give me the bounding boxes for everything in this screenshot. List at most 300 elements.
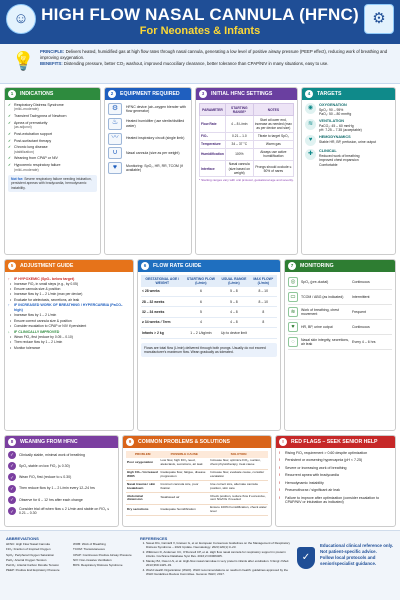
monitoring-title: MONITORING <box>300 262 334 269</box>
indications-list <box>8 103 97 172</box>
flow-guide-panel <box>137 259 281 431</box>
flow-cell: 8 – 10 <box>250 296 277 306</box>
monitoring-icon: ≋ <box>288 307 298 317</box>
flow-guide-title: FLOW RATE GUIDE <box>153 262 202 269</box>
arrow-icon: ↓ <box>8 329 10 334</box>
abbreviations-title: ABBREVIATIONS <box>6 536 39 541</box>
not-for-text: Severe respiratory failure needing intubation, persistent apneas with bradycardia, hemodynamic instability. <box>11 177 92 190</box>
check-icon: ✓ <box>8 507 16 515</box>
settings-col-header: PARAMETER <box>200 104 226 116</box>
settings-cell: Titrate to target SpO₂ <box>253 132 293 140</box>
equipment-item <box>108 103 188 115</box>
indication-item <box>8 156 97 160</box>
benefits-label: BENEFITS: <box>40 60 63 66</box>
settings-col-header: NOTES <box>253 104 293 116</box>
indication-sub: (stabilization) <box>14 149 34 154</box>
indication-item <box>8 139 97 143</box>
red-flag-text: Pneumothorax / significant air leak <box>285 488 340 493</box>
alert-icon: ! <box>279 451 281 455</box>
abbreviation: NIV: Non-invasive Ventilation <box>73 557 112 562</box>
settings-cell: Flow Rate <box>200 116 226 132</box>
target-line: PaCO₂: 45 – 60 mmHg <box>319 123 354 128</box>
problems-row <box>126 481 268 493</box>
target-icon: ♥ <box>305 135 316 146</box>
settings-col-header: STARTING RANGE* <box>225 104 253 116</box>
red-flag-text: Failure to improve after optimization (consider escalation to CPAP/NIV or intubation as indicated) <box>285 495 380 505</box>
problems-title: COMMON PROBLEMS & SOLUTIONS <box>138 438 230 445</box>
monitoring-row <box>288 335 392 350</box>
adjustment-title: ADJUSTMENT GUIDE <box>20 262 74 269</box>
section-number: 1 <box>8 90 16 98</box>
section-number: 7 <box>288 262 296 270</box>
alert-icon: ! <box>279 458 281 463</box>
alert-icon: ! <box>279 465 281 470</box>
adjustment-panel <box>4 259 134 431</box>
equipment-icon: ♥ <box>108 162 122 174</box>
settings-table <box>199 103 294 177</box>
settings-row <box>200 116 294 132</box>
flow-cell <box>250 328 277 338</box>
problems-cell: Use correct size, alternate cannula position, skin care <box>209 481 268 493</box>
red-flags-title: RED FLAGS – SEEK SENIOR HELP <box>291 438 378 445</box>
flow-col-header: USUAL RANGE (L/min) <box>218 275 249 287</box>
weaning-text: Clinically stable, minimal work of breathing <box>19 452 85 457</box>
abbreviation: HFNC: High Flow Nasal Cannula <box>6 542 50 546</box>
problems-row <box>126 493 268 505</box>
equipment-text: Heated humidifier (use sterile/distilled water) <box>126 119 185 128</box>
flow-cell: 8 <box>250 307 277 317</box>
disclaimer-line: Follow local protocols and <box>320 554 376 560</box>
problems-cell: Ensure 100% humidification, check water level <box>209 504 268 516</box>
settings-row <box>200 160 294 176</box>
adjustment-bullet: • Increase flow by 1 – 2 L/min (max per device) <box>8 292 130 296</box>
settings-cell: 34 – 37 °C <box>225 140 253 148</box>
section-number: 5 <box>8 262 16 270</box>
header-banner <box>0 0 400 44</box>
indication-item <box>8 103 97 112</box>
weaning-text: Then reduce flow by 1 – 2 L/min every 12–24 hrs <box>19 486 95 491</box>
flow-cell: 4 <box>183 317 218 327</box>
weaning-header <box>5 436 118 448</box>
flow-row <box>141 328 277 338</box>
settings-row <box>200 148 294 160</box>
flow-cell: 1 – 2 L/kg/min <box>183 328 218 338</box>
references <box>140 536 290 578</box>
monitoring-panel <box>284 259 396 431</box>
red-flags-header <box>276 436 395 448</box>
flow-cell: 4 – 8 <box>218 317 249 327</box>
problems-cell: Incorrect cannula size, poor fixation <box>159 481 209 493</box>
flow-cell: 6 <box>183 287 218 297</box>
check-icon: ✓ <box>8 451 16 459</box>
red-flags-panel <box>275 435 396 527</box>
problems-row <box>126 458 268 469</box>
flow-guide-header <box>138 260 280 272</box>
problems-col-header: SOLUTION <box>209 451 268 458</box>
monitoring-row <box>288 275 392 290</box>
adjustment-bullet: • Evaluate for atelectasis, secretions, air leak <box>8 298 130 302</box>
red-flag-item <box>279 451 392 455</box>
abbreviation: WOB: Work of Breathing <box>73 542 106 546</box>
adjustment-bullet: • Increase flow by 1 – 2 L/min <box>8 313 130 317</box>
abbreviations-grid <box>6 543 136 573</box>
indication-label: Post-surfactant therapy <box>14 138 52 143</box>
section-number: 3 <box>199 90 207 98</box>
monitoring-frequency: Frequent <box>352 309 367 314</box>
target-heading: VENTILATION <box>319 119 345 124</box>
references-list <box>140 542 290 577</box>
targets-title: TARGETS <box>317 90 342 97</box>
flow-cell: 8 – 10 <box>250 287 277 297</box>
target-line: SpO₂: 90 – 95% <box>319 107 344 112</box>
problems-cell: Abdominal distension <box>126 493 159 505</box>
red-flag-text: Persistent or worsening hypercapnia (pH < 7.25) <box>285 458 363 463</box>
settings-cell: Nasal cannula (size based on weight) <box>225 160 253 176</box>
problems-cell: Inadequate humidification <box>159 504 209 516</box>
settings-footnote: * Starting ranges vary with unit protocol, gestational age and severity. <box>199 178 294 183</box>
references-title: REFERENCES <box>140 536 168 541</box>
flow-cell: 5 – 8 <box>218 296 249 306</box>
weaning-panel <box>4 435 119 527</box>
flow-guide-table <box>141 275 277 339</box>
problems-row <box>126 469 268 481</box>
weaning-text: Consider trial off when flow ≤ 2 L/min and stable on FiO₂ ≤ 0.21 – 0.30 <box>19 506 110 516</box>
abbreviation: SpO₂: Peripheral Oxygen Saturation <box>6 552 55 557</box>
problems-cell: High CO₂ / increased WOB <box>126 469 159 481</box>
targets-header <box>302 88 395 100</box>
settings-cell: Humidification <box>200 148 226 160</box>
monitoring-frequency: Every 4 – 6 hrs <box>352 339 376 344</box>
flow-col-header: MAX FLOW* (L/min) <box>250 275 277 287</box>
footer <box>0 530 400 600</box>
problems-cell: Check position, reduce flow if excessive, vent NG/OG if needed <box>209 493 268 505</box>
monitoring-frequency: Intermittent <box>352 294 370 299</box>
indication-item <box>8 163 97 172</box>
monitoring-label: HR, BP, urine output <box>301 324 333 329</box>
settings-cell: Start at lower end, increase as needed (max as per device and size) <box>253 116 293 132</box>
problems-panel <box>122 435 272 527</box>
target-line: pH: 7.25 – 7.35 (acceptable) <box>319 128 362 133</box>
alert-icon: ! <box>279 488 281 493</box>
page-title: HIGH FLOW NASAL CANNULA (HFNC) <box>41 5 359 24</box>
adjustment-bullet: • Wean FiO₂ first (reduce by 0.05 – 0.10) <box>8 335 130 339</box>
red-flag-item <box>279 458 392 462</box>
reference-item: 3. Manley BJ, Owen LS, et al. High-flow nasal cannulae in very preterm infants after extubation. N Engl J Med. 2013;369:1425–33. <box>146 560 290 568</box>
weaning-item <box>8 496 115 504</box>
problems-col-header: POSSIBLE CAUSE <box>159 451 209 458</box>
indication-label: Post-extubation support <box>14 131 52 136</box>
settings-header <box>196 88 297 100</box>
indication-item <box>8 121 97 130</box>
target-heading: OXYGENATION <box>319 103 347 107</box>
equipment-item <box>108 162 188 174</box>
shield-icon: ✓ <box>297 547 315 569</box>
adjustment-bullet: • Increase FiO₂ in small steps (e.g., by 0.05) <box>8 282 130 286</box>
flow-cell: < 28 weeks <box>141 287 183 297</box>
target-line: Improved chest expansion <box>319 158 359 163</box>
adjustment-heading-text: IF HYPOXEMIC (SpO₂ below target) <box>14 276 75 281</box>
arrow-icon: ↑ <box>8 303 10 308</box>
red-flag-item <box>279 473 392 477</box>
page-subtitle: For Neonates & Infants <box>139 25 261 37</box>
reference-item: 2. Wilkinson D, Andersen CC, O'Donnell CP, et al. High flow nasal cannula for respiratory support in preterm infants. Cochrane Database Syst Rev. 2016;2:CD006405. <box>146 551 290 559</box>
monitoring-icon: ▭ <box>288 292 298 302</box>
target-section <box>305 149 392 166</box>
settings-row <box>200 132 294 140</box>
problems-cell: Swallowed air <box>159 493 209 505</box>
equipment-icon: ♨ <box>108 118 122 130</box>
equipment-icon: ∪ <box>108 147 122 159</box>
problems-cell: Poor oxygenation <box>126 458 159 469</box>
alert-icon: ! <box>279 480 281 485</box>
equipment-panel <box>104 87 192 255</box>
red-flag-text: Recurrent apnea with bradycardia <box>285 473 339 478</box>
indication-label: Weaning from CPAP or NIV <box>14 156 58 161</box>
principle-section <box>0 44 400 84</box>
problems-cell: Nasal trauma / skin breakdown <box>126 481 159 493</box>
target-icon: ◉ <box>305 103 316 114</box>
red-flags-list <box>276 448 395 511</box>
flow-cell: 6 <box>183 296 218 306</box>
section-number: 8 <box>8 438 16 446</box>
adjustment-bullet: • Then reduce flow by 1 – 2 L/min <box>8 340 130 344</box>
weaning-text: SpO₂ stable on low FiO₂ (≤ 0.30) <box>19 464 70 468</box>
weaning-text: Observe for 6 – 12 hrs after each change <box>19 497 83 502</box>
target-line: Reduced work of breathing <box>319 154 360 159</box>
section-number: 9 <box>126 438 134 446</box>
abbreviation: TCOM: Transcutaneous <box>73 547 105 552</box>
indication-label: Respiratory Distress Syndrome <box>14 103 64 107</box>
abbreviation: FiO₂: Fraction of Inspired Oxygen <box>6 547 51 552</box>
settings-cell: Temperature <box>200 140 226 148</box>
monitoring-label: Work of breathing, chest movement <box>301 307 339 316</box>
monitoring-label: Nasal skin integrity, secretions, air leak <box>301 337 349 346</box>
benefits-body: Distending pressure, better CO₂ washout, improved mucociliary clearance, better tolerance than CPAP/NIV in many situations, easy to use. <box>63 60 329 66</box>
monitoring-row <box>288 320 392 335</box>
adjustment-bullet: • Ensure cannula size & position <box>8 287 130 291</box>
problems-cell: Inadequate flow, fatigue, disease progression <box>159 469 209 481</box>
target-section <box>305 135 392 146</box>
abbreviation <box>73 569 136 573</box>
check-icon: ✓ <box>8 485 16 493</box>
target-heading: HEMODYNAMICS <box>319 135 351 140</box>
section-number: 2 <box>108 90 116 98</box>
red-flag-item <box>279 496 392 505</box>
equipment-item <box>108 118 188 130</box>
equipment-text: Heated inspiratory circuit (single limb) <box>126 136 185 141</box>
abbreviation: BOS: Respiratory Distress Syndrome <box>73 563 123 567</box>
monitoring-list <box>285 272 395 353</box>
flow-row <box>141 296 277 306</box>
problems-cell: Dry secretions <box>126 504 159 516</box>
monitoring-icon: ♥ <box>288 322 298 332</box>
abbreviation: PEEP: Positive End Expiratory Pressure <box>6 568 60 573</box>
abbreviation: CPAP: Continuous Positive Airway Pressure <box>73 552 132 557</box>
indication-sub: (mild–moderate) <box>14 107 39 112</box>
weaning-title: WEANING FROM HFNC <box>20 438 78 445</box>
targets-list <box>302 100 395 173</box>
monitoring-icon: ◌ <box>288 337 298 347</box>
red-flag-text: Hemodynamic instability <box>285 480 324 485</box>
infant-icon: ☺ <box>6 4 36 34</box>
equipment-text: Nasal cannula (size as per weight) <box>126 151 180 156</box>
abbreviation: PaO₂: Arterial Oxygen Tension <box>6 557 47 562</box>
adjustment-heading <box>8 330 130 334</box>
flow-cell: 8 <box>250 317 277 327</box>
indications-panel <box>4 87 101 255</box>
indications-title: INDICATIONS <box>20 90 54 97</box>
adjustment-header <box>5 260 133 272</box>
settings-cell: 4 – 8 L/min <box>225 116 253 132</box>
indication-label: Apnea of prematurity <box>14 120 48 125</box>
alert-icon: ! <box>279 495 281 500</box>
targets-panel <box>301 87 396 255</box>
problems-row <box>126 504 268 516</box>
settings-cell: Always use active humidification <box>253 148 293 160</box>
target-line: PaO₂: 50 – 80 mmHg <box>319 111 352 116</box>
monitoring-row <box>288 290 392 305</box>
monitoring-frequency: Continuous <box>352 324 370 329</box>
weaning-item <box>8 462 115 470</box>
abbreviation: PaCO₂: Arterial Carbon Dioxide Tension <box>6 563 59 567</box>
equipment-icon: ⚙ <box>108 103 122 115</box>
settings-panel <box>195 87 298 255</box>
alert-icon: ! <box>279 473 281 478</box>
problems-header <box>123 436 271 448</box>
red-flag-item <box>279 488 392 492</box>
problems-cell: Low flow, high FiO₂ need, atelectasis, secretions, air leak <box>159 458 209 469</box>
red-flag-text: Severe or increasing work of breathing <box>285 465 347 470</box>
device-icon: ⚙ <box>364 4 394 34</box>
flow-col-header: GESTATIONAL AGE / WEIGHT <box>141 275 183 287</box>
educational-disclaimer <box>320 543 396 567</box>
equipment-text: HFNC device (air–oxygen blender with flow generator) <box>126 104 186 113</box>
indication-sub: (as adjunct) <box>14 125 32 130</box>
adjustment-heading <box>8 303 130 312</box>
flow-guide-note: Flows are total flow (L/min) delivered through both prongs. Usually do not exceed manufacturer's maximum flow. Wean gradually as tolerated. <box>141 343 277 358</box>
flow-cell: 28 – 32 weeks <box>141 296 183 306</box>
flow-cell: Up to device limit <box>218 328 249 338</box>
equipment-item <box>108 147 188 159</box>
adjustment-bullet: • Ensure correct cannula size & position <box>8 319 130 323</box>
principle-body: Delivers heated, humidified gas at high flow rates through nasal cannula, generating a low level of positive airway pressure (PEEP effect), reducing work of breathing and improving oxygenation. <box>40 49 388 60</box>
red-flag-item <box>279 481 392 485</box>
equipment-title: EQUIPMENT REQUIRED <box>120 90 180 97</box>
weaning-text: Wean FiO₂ first (reduce to ≤ 0.30) <box>19 475 72 480</box>
weaning-item <box>8 473 115 481</box>
flow-cell: 32 – 34 weeks <box>141 307 183 317</box>
red-flag-text: Rising FiO₂ requirement > 0.60 despite optimization <box>285 451 368 455</box>
target-section <box>305 119 392 132</box>
adjustment-heading <box>8 277 130 281</box>
equipment-header <box>105 88 191 100</box>
target-line: Comfortable <box>319 162 338 167</box>
flow-row <box>141 287 277 297</box>
indication-sub: (mild–moderate) <box>14 167 39 172</box>
settings-cell: 0.21 – 1.0 <box>225 132 253 140</box>
monitoring-row <box>288 305 392 320</box>
equipment-item <box>108 133 188 145</box>
target-section <box>305 103 392 116</box>
red-flag-item <box>279 466 392 470</box>
adjustment-list <box>5 272 133 354</box>
indication-item <box>8 145 97 154</box>
not-for-note <box>8 175 97 192</box>
target-heading: CLINICAL <box>319 149 337 154</box>
equipment-list <box>105 100 191 180</box>
settings-cell: Prongs should occlude ≤ 50% of nares <box>253 160 293 176</box>
indication-label: Transient Tachypnea of Newborn <box>14 114 67 119</box>
target-line: Stable HR, BP, perfusion, urine output <box>319 140 377 145</box>
problems-cell: Increase flow, optimize FiO₂, suction, chest physiotherapy, treat cause <box>209 458 268 469</box>
principle-text <box>40 49 390 66</box>
weaning-item <box>8 485 115 493</box>
indication-item <box>8 132 97 136</box>
weaning-item <box>8 451 115 459</box>
disclaimer-line: Educational clinical reference only. <box>320 543 394 548</box>
monitoring-header <box>285 260 395 272</box>
reference-item: 1. Sweet DG, Carnielli V, Greisen G, et al. European Consensus Guidelines on the Management of Respiratory Distress Syndrome – 2022 Update. Neonatology. 2023;120(1):3–23. <box>146 542 290 550</box>
flow-cell: 5 – 8 <box>218 287 249 297</box>
indication-label: Hypoxemic respiratory failure <box>14 163 61 168</box>
weaning-list <box>5 448 118 522</box>
arrow-icon: ↑ <box>8 276 10 281</box>
monitoring-label: SpO₂ (pre-ductal) <box>301 279 329 284</box>
adjustment-bullet: • Monitor tolerance <box>8 346 130 350</box>
section-number: 6 <box>141 262 149 270</box>
adjustment-heading-text: IF CLINICALLY IMPROVED <box>14 329 60 334</box>
warning-icon: ! <box>279 438 287 446</box>
flow-row <box>141 317 277 327</box>
principle-label: PRINCIPLE: <box>40 49 65 54</box>
flow-row <box>141 307 277 317</box>
disclaimer-line: Not patient-specific advice. <box>320 548 377 554</box>
monitoring-icon: ◎ <box>288 277 298 287</box>
settings-cell: FiO₂ <box>200 132 226 140</box>
target-icon: ✚ <box>305 149 316 160</box>
settings-row <box>200 140 294 148</box>
adjustment-bullet: • Consider escalation to CPAP or NIV if persistent <box>8 324 130 328</box>
settings-cell: Interface <box>200 160 226 176</box>
settings-cell: 100% <box>225 148 253 160</box>
check-icon: ✓ <box>8 462 16 470</box>
reference-item: 4. World Health Organization (WHO). WHO recommendations on newborn health: guidelines approved by the WHO Guidelines Review Committee. Geneva: WHO; 2017. <box>146 569 290 577</box>
flow-cell: Infants > 2 kg <box>141 328 183 338</box>
equipment-text: Monitoring: SpO₂, HR, RR, TCOM (if available) <box>126 163 183 173</box>
problems-table <box>126 451 268 516</box>
indications-header <box>5 88 100 100</box>
problems-cell: Increase flow, evaluate cause, consider escalation <box>209 469 268 481</box>
flow-cell: ≥ 34 weeks / Term <box>141 317 183 327</box>
settings-cell: Warm gas <box>253 140 293 148</box>
section-number: 4 <box>305 90 313 98</box>
indication-item <box>8 114 97 118</box>
flow-cell: 4 – 8 <box>218 307 249 317</box>
target-icon: ≋ <box>305 119 316 130</box>
disclaimer-line: senior/specialist guidance. <box>320 560 377 566</box>
flow-col-header: STARTING FLOW (L/min) <box>183 275 218 287</box>
lightbulb-icon: 💡 <box>12 51 35 71</box>
indication-label: Chronic lung disease <box>14 145 48 150</box>
monitoring-frequency: Continuous <box>352 279 370 284</box>
not-for-label: Not for: <box>11 177 24 182</box>
monitoring-label: TCOM / ABG (as indicated) <box>301 294 344 299</box>
weaning-item <box>8 507 115 516</box>
problems-col-header: PROBLEM <box>126 451 159 458</box>
settings-title: INITIAL HFNC SETTINGS <box>211 90 273 97</box>
adjustment-heading-text: IF INCREASED WORK OF BREATHING / HYPERCARBIA (PaCO₂ high) <box>14 303 123 312</box>
check-icon: ✓ <box>8 496 16 504</box>
